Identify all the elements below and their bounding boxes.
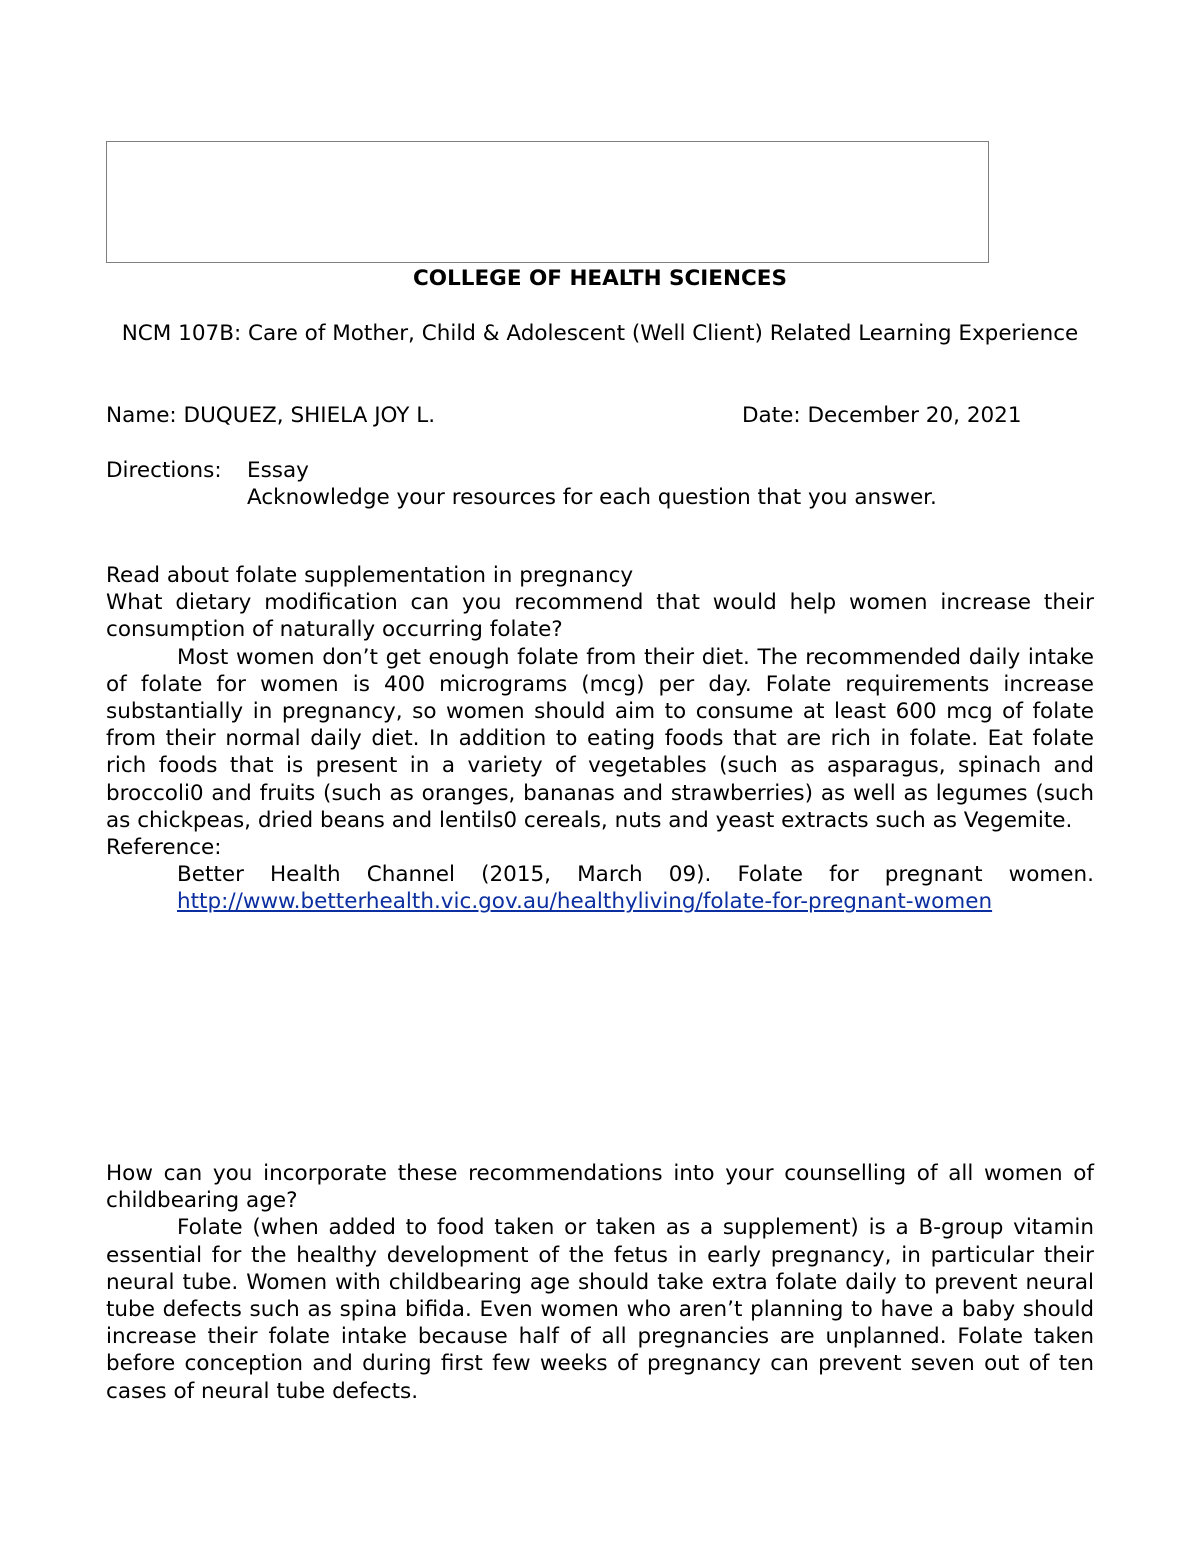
directions-type: Essay	[247, 458, 309, 483]
directions-label: Directions:	[106, 458, 222, 483]
directions-text: Acknowledge your resources for each question that you answer.	[247, 485, 937, 510]
question-2: How can you incorporate these recommendations into your counselling of all women of childbearing age?	[106, 1161, 1094, 1214]
student-name: Name: DUQUEZ, SHIELA JOY L.	[106, 403, 436, 428]
course-title: NCM 107B: Care of Mother, Child & Adolescent (Well Client) Related Learning Experience	[121, 321, 1079, 346]
section-topic: Read about folate supplementation in pregnancy	[106, 563, 634, 588]
reference-link[interactable]: http://www.betterhealth.vic.gov.au/healthyliving/folate-for-pregnant-women	[177, 889, 993, 915]
question-section-1	[106, 562, 1094, 916]
question-section-2	[106, 1160, 1094, 1405]
submission-date: Date: December 20, 2021	[742, 403, 1022, 428]
answer-2: Folate (when added to food taken or taken as a supplement) is a B-group vitamin essential for the healthy development of the fetus in early pregnancy, in particular their neural tube. Women with childbearing age should take extra folate daily to prevent neural tube defects such as spina bifida. Even women who aren’t planning to have a baby should increase their folate intake because half of all pregnancies are unplanned. Folate taken before conception and during first few weeks of pregnancy can prevent seven out of ten cases of neural tube defects.	[106, 1215, 1094, 1404]
header-logo-box	[106, 141, 989, 263]
answer-1: Most women don’t get enough folate from their diet. The recommended daily intake of folate for women is 400 micrograms (mcg) per day. Folate requirements increase substantially in pregnancy, so women should aim to consume at least 600 mcg of folate from their normal daily diet. In addition to eating foods that are rich in folate. Eat folate rich foods that is present in a variety of vegetables (such as asparagus, spinach and broccoli0 and fruits (such as oranges, bananas and strawberries) as well as legumes (such as chickpeas, dried beans and lentils0 cereals, nuts and yeast extracts such as Vegemite.	[106, 644, 1094, 833]
reference-label: Reference:	[106, 835, 222, 861]
reference-entry	[177, 861, 1094, 915]
college-title: COLLEGE OF HEALTH SCIENCES	[413, 266, 787, 291]
reference-citation: Better Health Channel (2015, March 09). Folate for pregnant women.	[177, 862, 1094, 888]
question-1: What dietary modification can you recommend that would help women increase their consumption of naturally occurring folate?	[106, 590, 1094, 643]
